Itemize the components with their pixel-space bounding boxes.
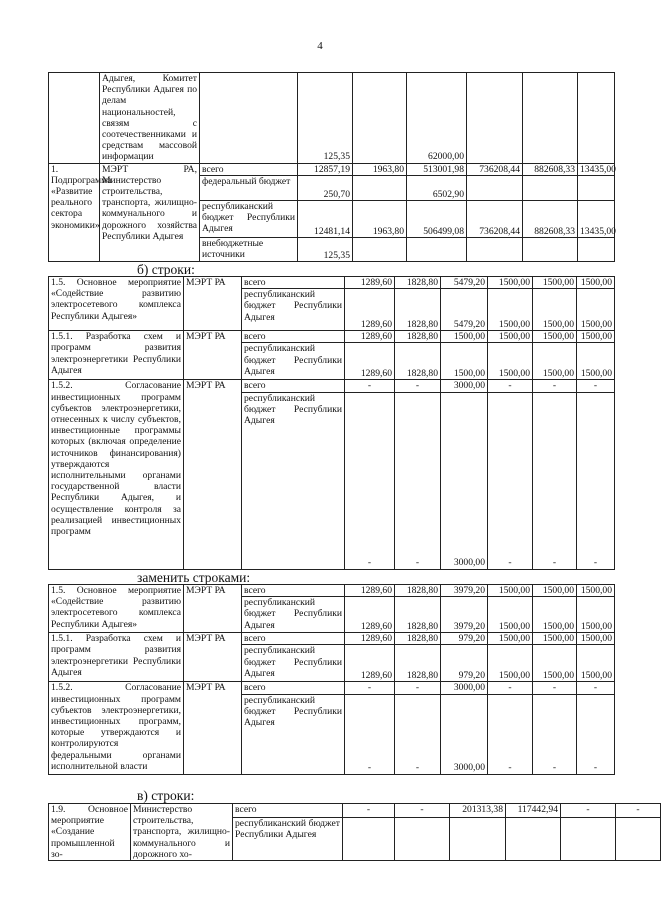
value-cell: 1828,80 xyxy=(395,633,441,645)
value-cell: - xyxy=(345,380,395,392)
value-cell: - xyxy=(488,682,533,694)
source-cell: республиканский бюджет Республики Адыгея xyxy=(242,694,345,774)
source-cell xyxy=(200,73,298,164)
value-cell xyxy=(353,237,407,261)
value-cell: - xyxy=(488,380,533,392)
value-cell: 1500,00 xyxy=(533,597,577,633)
source-cell: всего xyxy=(242,331,345,343)
value-cell: 882608,33 xyxy=(523,200,578,237)
value-cell: 6502,90 xyxy=(407,175,467,200)
source-cell: всего xyxy=(242,277,345,289)
value-cell: 125,35 xyxy=(298,73,353,164)
section-heading-b: б) строки: xyxy=(137,262,195,277)
value-cell: 1828,80 xyxy=(395,277,441,289)
row-name-cell: 1.9. Основное мероприятие «Создание промышленной зо- xyxy=(49,804,131,861)
value-cell xyxy=(353,175,407,200)
value-cell: - xyxy=(395,804,450,818)
value-cell xyxy=(506,818,561,861)
table-row xyxy=(49,73,615,164)
value-cell: 1500,00 xyxy=(577,343,615,380)
value-cell: - xyxy=(345,694,395,774)
value-cell: 13435,00 xyxy=(578,200,615,237)
value-cell: 1500,00 xyxy=(577,289,615,331)
value-cell: - xyxy=(533,380,577,392)
value-cell: 3000,00 xyxy=(441,694,488,774)
executor-cell: МЭРТ РА, Министерство строительства, транспорта, жилищно-коммунального и дорожного хозяйства Республики Адыгея xyxy=(100,163,200,261)
value-cell: - xyxy=(395,682,441,694)
table-row xyxy=(49,331,615,343)
value-cell: 1500,00 xyxy=(577,277,615,289)
value-cell: 1500,00 xyxy=(577,585,615,597)
value-cell: - xyxy=(577,682,615,694)
value-cell: 12857,19 xyxy=(298,163,353,175)
value-cell: 1500,00 xyxy=(488,597,533,633)
value-cell: 201313,38 xyxy=(450,804,506,818)
source-cell: республиканский бюджет Республики Адыгея xyxy=(242,289,345,331)
value-cell: - xyxy=(577,694,615,774)
value-cell xyxy=(578,73,615,164)
source-cell: республиканский бюджет Республики Адыгея xyxy=(242,645,345,682)
value-cell: 13435,00 xyxy=(578,163,615,175)
value-cell: - xyxy=(345,392,395,569)
value-cell: 3979,20 xyxy=(441,597,488,633)
value-cell: 1289,60 xyxy=(345,277,395,289)
value-cell: 1500,00 xyxy=(488,343,533,380)
value-cell: 1500,00 xyxy=(577,645,615,682)
executor-cell: МЭРТ РА xyxy=(184,585,242,633)
value-cell: 979,20 xyxy=(441,633,488,645)
section-heading-v: в) строки: xyxy=(137,788,195,803)
source-cell: республиканский бюджет Республики Адыгея xyxy=(242,597,345,633)
source-cell: всего xyxy=(233,804,343,818)
value-cell xyxy=(467,73,523,164)
table-row xyxy=(49,277,615,289)
value-cell xyxy=(407,237,467,261)
value-cell: 736208,44 xyxy=(467,163,523,175)
value-cell: 250,70 xyxy=(298,175,353,200)
value-cell: 5479,20 xyxy=(441,277,488,289)
value-cell: 1500,00 xyxy=(533,633,577,645)
value-cell: 513001,98 xyxy=(407,163,467,175)
table-row xyxy=(49,804,661,818)
executor-cell: МЭРТ РА xyxy=(184,277,242,331)
value-cell: 1500,00 xyxy=(441,331,488,343)
value-cell: 1828,80 xyxy=(395,585,441,597)
value-cell: 1289,60 xyxy=(345,633,395,645)
row-name-cell: 1.5.1. Разработка схем и программ развития электроэнергетики Республики Адыгея xyxy=(49,331,184,380)
source-cell: внебюджетные источники xyxy=(200,237,298,261)
value-cell: 1500,00 xyxy=(533,585,577,597)
value-cell: 1500,00 xyxy=(577,331,615,343)
source-cell: всего xyxy=(200,163,298,175)
executor-cell: МЭРТ РА xyxy=(184,682,242,774)
value-cell: - xyxy=(533,392,577,569)
table-row xyxy=(49,585,615,597)
value-cell: 1500,00 xyxy=(488,331,533,343)
executor-cell: Министерство строительства, транспорта, жилищно-коммунального и дорожного хо- xyxy=(131,804,233,861)
value-cell: - xyxy=(395,694,441,774)
value-cell: 1289,60 xyxy=(345,289,395,331)
value-cell xyxy=(467,175,523,200)
value-cell: 1828,80 xyxy=(395,289,441,331)
source-cell: республиканский бюджет Республики Адыгея xyxy=(200,200,298,237)
section-v-table xyxy=(48,803,661,861)
source-cell: республиканский бюджет Республики Адыгея xyxy=(242,343,345,380)
row-name-cell: 1.5. Основное мероприятие «Содействие развитию электросетевого комплекса Республики Адыгея» xyxy=(49,277,184,331)
value-cell: 5479,20 xyxy=(441,289,488,331)
value-cell: - xyxy=(577,392,615,569)
value-cell: 1500,00 xyxy=(488,633,533,645)
value-cell: 3000,00 xyxy=(441,682,488,694)
value-cell: - xyxy=(616,804,661,818)
value-cell: 3000,00 xyxy=(441,380,488,392)
value-cell: - xyxy=(488,694,533,774)
executor-cell: МЭРТ РА xyxy=(184,380,242,569)
value-cell: 1500,00 xyxy=(577,597,615,633)
value-cell xyxy=(578,237,615,261)
table-row xyxy=(49,163,615,175)
table-row xyxy=(49,633,615,645)
value-cell: 1289,60 xyxy=(345,645,395,682)
source-cell: всего xyxy=(242,585,345,597)
value-cell: 1500,00 xyxy=(488,289,533,331)
value-cell: 1828,80 xyxy=(395,331,441,343)
source-cell: федеральный бюджет xyxy=(200,175,298,200)
value-cell xyxy=(523,73,578,164)
value-cell xyxy=(343,818,395,861)
value-cell: 1963,80 xyxy=(353,200,407,237)
value-cell: 1500,00 xyxy=(533,645,577,682)
source-cell: всего xyxy=(242,633,345,645)
value-cell: 12481,14 xyxy=(298,200,353,237)
value-cell xyxy=(523,237,578,261)
value-cell xyxy=(578,175,615,200)
executor-cell: Адыгея, Комитет Республики Адыгея по делам национальностей, связям с соотечественниками и средствам массовой информации xyxy=(100,73,200,164)
row-name-cell: 1. Подпрограмма «Развитие реального сектора экономики» xyxy=(49,163,100,261)
value-cell xyxy=(523,175,578,200)
value-cell: 125,35 xyxy=(298,237,353,261)
value-cell: 1828,80 xyxy=(395,597,441,633)
value-cell: 62000,00 xyxy=(407,73,467,164)
value-cell: 1289,60 xyxy=(345,331,395,343)
value-cell: 1963,80 xyxy=(353,163,407,175)
value-cell xyxy=(561,818,616,861)
section-b-table xyxy=(48,276,615,570)
value-cell: 1289,60 xyxy=(345,585,395,597)
value-cell: 1500,00 xyxy=(533,331,577,343)
value-cell: - xyxy=(488,392,533,569)
value-cell: 1500,00 xyxy=(577,633,615,645)
value-cell: - xyxy=(345,682,395,694)
value-cell xyxy=(467,237,523,261)
row-name-cell xyxy=(49,73,100,164)
row-name-cell: 1.5.2. Согласование инвестиционных программ субъектов электроэнергетики, инвестиционных программ, которые утверждаются и контролируются федеральными органами исполнительной власти xyxy=(49,682,184,774)
value-cell: 117442,94 xyxy=(506,804,561,818)
value-cell: - xyxy=(533,682,577,694)
value-cell: 1828,80 xyxy=(395,343,441,380)
value-cell xyxy=(395,818,450,861)
continuation-table xyxy=(48,72,615,262)
value-cell: - xyxy=(395,380,441,392)
value-cell: 736208,44 xyxy=(467,200,523,237)
table-row xyxy=(49,682,615,694)
value-cell: 1500,00 xyxy=(533,277,577,289)
value-cell xyxy=(353,73,407,164)
value-cell xyxy=(616,818,661,861)
row-name-cell: 1.5.2. Согласование инвестиционных программ субъектов электроэнергетики, отнесенных к числу субъектов, инвестиционные программы которых (включая определение источников финансирования) утверждаются исполнительными органами государственной власти Республики Адыгея, и осуществление контроля за реализацией инвестиционных программ xyxy=(49,380,184,569)
value-cell: 1500,00 xyxy=(533,289,577,331)
value-cell: 1500,00 xyxy=(441,343,488,380)
executor-cell: МЭРТ РА xyxy=(184,331,242,380)
row-name-cell: 1.5. Основное мероприятие «Содействие развитию электросетевого комплекса Республики Адыгея» xyxy=(49,585,184,633)
value-cell: 3000,00 xyxy=(441,392,488,569)
table-row xyxy=(49,380,615,392)
section-heading-replace: заменить строками: xyxy=(137,570,251,585)
source-cell: всего xyxy=(242,380,345,392)
value-cell: - xyxy=(577,380,615,392)
value-cell: 1500,00 xyxy=(488,645,533,682)
page-number: 4 xyxy=(317,40,323,52)
value-cell: 1500,00 xyxy=(488,585,533,597)
source-cell: республиканский бюджет Республики Адыгея xyxy=(233,818,343,861)
executor-cell: МЭРТ РА xyxy=(184,633,242,682)
value-cell: 882608,33 xyxy=(523,163,578,175)
value-cell: - xyxy=(343,804,395,818)
value-cell: 3979,20 xyxy=(441,585,488,597)
value-cell: 1289,60 xyxy=(345,597,395,633)
value-cell: 1828,80 xyxy=(395,645,441,682)
row-name-cell: 1.5.1. Разработка схем и программ развития электроэнергетики Республики Адыгея xyxy=(49,633,184,682)
value-cell: 1500,00 xyxy=(533,343,577,380)
value-cell: 506499,08 xyxy=(407,200,467,237)
section-replace-table xyxy=(48,584,615,775)
value-cell: - xyxy=(395,392,441,569)
value-cell: 979,20 xyxy=(441,645,488,682)
value-cell: - xyxy=(561,804,616,818)
value-cell xyxy=(450,818,506,861)
source-cell: всего xyxy=(242,682,345,694)
value-cell: 1500,00 xyxy=(488,277,533,289)
value-cell: 1289,60 xyxy=(345,343,395,380)
value-cell: - xyxy=(533,694,577,774)
source-cell: республиканский бюджет Республики Адыгея xyxy=(242,392,345,569)
